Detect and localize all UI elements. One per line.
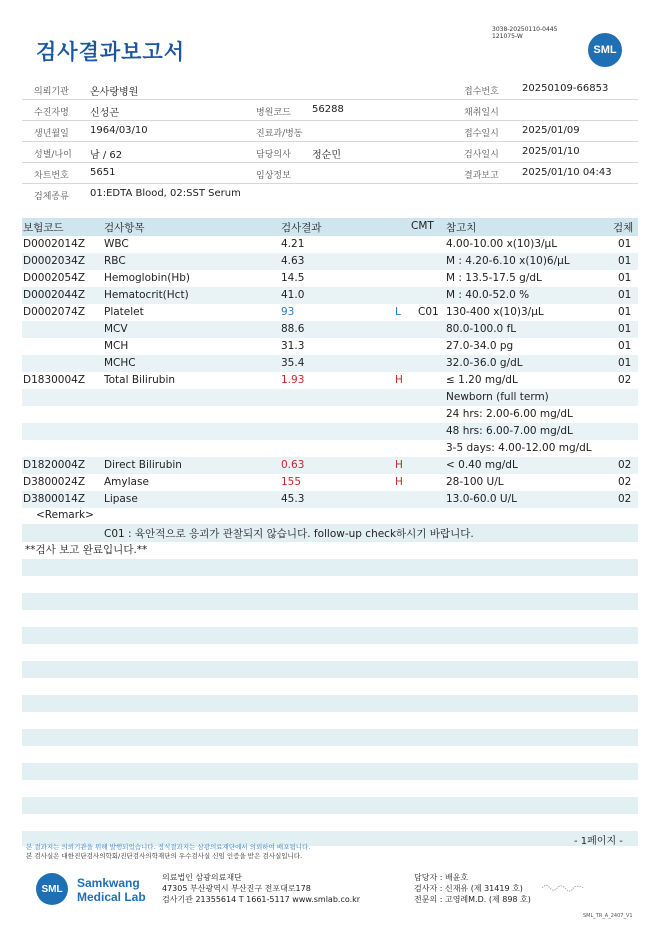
empty-row-band xyxy=(22,763,638,780)
table-row xyxy=(22,338,638,355)
results-table xyxy=(22,218,638,508)
result-specimen: 02 xyxy=(618,459,632,471)
info-label: 담당의사 xyxy=(256,150,291,160)
empty-row-band xyxy=(22,729,638,746)
info-value: 온사랑병원 xyxy=(90,87,139,98)
table-row xyxy=(22,406,638,423)
result-reference: 3-5 days: 4.00-12.00 mg/dL xyxy=(446,442,592,454)
result-specimen: 01 xyxy=(618,238,632,250)
empty-row-band xyxy=(22,797,638,814)
result-test-name: Lipase xyxy=(104,493,138,505)
result-reference: M : 13.5-17.5 g/dL xyxy=(446,272,542,284)
sml-logo: SML xyxy=(588,33,622,67)
table-row xyxy=(22,355,638,372)
result-reference: 13.0-60.0 U/L xyxy=(446,493,517,505)
report-reference-number: 3038-20250110-0445 xyxy=(492,26,558,33)
result-specimen: 01 xyxy=(618,306,632,318)
result-flag: H xyxy=(395,374,403,386)
notice-line: 본 결과지는 의뢰기관을 위해 발행되었습니다. 정식결과지는 삼광의료재단에서 의뢰하여 배포됩니다. xyxy=(26,843,311,851)
form-code: SML_TR_A_2407_V1 xyxy=(583,913,633,919)
result-value: 155 xyxy=(281,476,302,488)
result-value: 41.0 xyxy=(281,289,305,301)
staff-line: 담당자 : 배윤호 xyxy=(414,873,469,882)
result-reference: 48 hrs: 6.00-7.00 mg/dL xyxy=(446,425,573,437)
info-row xyxy=(22,163,638,184)
info-value: 2025/01/10 04:43 xyxy=(522,167,612,178)
staff-line: 전문의 : 고영례M.D. (제 898 호) xyxy=(414,895,531,904)
result-value: 45.3 xyxy=(281,493,305,505)
result-code: D0002074Z xyxy=(23,306,86,318)
result-code: D3800014Z xyxy=(23,493,86,505)
table-row xyxy=(22,474,638,491)
table-row xyxy=(22,253,638,270)
info-value: 1964/03/10 xyxy=(90,125,148,136)
result-specimen: 01 xyxy=(618,272,632,284)
signature-mark xyxy=(540,882,586,892)
info-value: 5651 xyxy=(90,167,116,178)
table-body xyxy=(22,236,638,508)
empty-row-band xyxy=(22,695,638,712)
footer-logo: SML xyxy=(36,873,68,905)
info-label: 검체종류 xyxy=(34,192,69,202)
info-label: 접수번호 xyxy=(464,87,499,97)
result-test-name: MCHC xyxy=(104,357,136,369)
result-test-name: Platelet xyxy=(104,306,144,318)
result-test-name: Hemoglobin(Hb) xyxy=(104,272,191,284)
result-value: 4.63 xyxy=(281,255,305,267)
result-code: D3800024Z xyxy=(23,476,86,488)
info-row xyxy=(22,184,638,205)
result-code: D1820004Z xyxy=(23,459,86,471)
result-value: 4.21 xyxy=(281,238,305,250)
result-specimen: 01 xyxy=(618,255,632,267)
staff-line: 검사자 : 신재유 (제 31419 호) xyxy=(414,884,523,893)
table-row xyxy=(22,321,638,338)
info-value: 2025/01/09 xyxy=(522,125,580,136)
table-row xyxy=(22,491,638,508)
result-specimen: 01 xyxy=(618,289,632,301)
result-reference: 80.0-100.0 fL xyxy=(446,323,517,335)
remark-heading: <Remark> xyxy=(36,509,94,521)
table-row xyxy=(22,389,638,406)
result-reference: 28-100 U/L xyxy=(446,476,504,488)
result-flag: H xyxy=(395,476,403,488)
empty-row-band xyxy=(22,661,638,678)
info-label: 검사일시 xyxy=(464,150,499,160)
result-reference: M : 40.0-52.0 % xyxy=(446,289,530,301)
patient-info-grid xyxy=(22,79,638,205)
result-specimen: 01 xyxy=(618,357,632,369)
header-reference: 참고치 xyxy=(446,222,477,234)
result-value: 31.3 xyxy=(281,340,305,352)
header-specimen: 검체 xyxy=(613,222,634,234)
info-label: 접수일시 xyxy=(464,129,499,139)
result-reference: 4.00-10.00 x(10)3/μL xyxy=(446,238,558,250)
info-label: 진료과/병동 xyxy=(256,129,303,139)
header-cmt: CMT xyxy=(411,220,434,232)
info-row xyxy=(22,100,638,121)
info-value: 남 / 62 xyxy=(90,150,123,161)
info-value: 56288 xyxy=(312,104,344,115)
result-test-name: Hematocrit(Hct) xyxy=(104,289,189,301)
info-row xyxy=(22,79,638,100)
table-row xyxy=(22,440,638,457)
address-line: 검사기관 21355614 T 1661-5117 www.smlab.co.kr xyxy=(162,895,361,904)
result-specimen: 02 xyxy=(618,476,632,488)
header-code: 보험코드 xyxy=(23,222,64,234)
result-code: D0002054Z xyxy=(23,272,86,284)
info-label: 수진자명 xyxy=(34,108,69,118)
result-test-name: Direct Bilirubin xyxy=(104,459,182,471)
table-row xyxy=(22,304,638,321)
result-test-name: WBC xyxy=(104,238,129,250)
result-value: 14.5 xyxy=(281,272,305,284)
result-reference: ≤ 1.20 mg/dL xyxy=(446,374,518,386)
table-row xyxy=(22,457,638,474)
empty-row-band xyxy=(22,593,638,610)
result-value: 1.93 xyxy=(281,374,305,386)
empty-row-band xyxy=(22,559,638,576)
info-label: 결과보고 xyxy=(464,171,499,181)
table-header xyxy=(22,218,638,236)
info-row xyxy=(22,121,638,142)
info-value: 20250109-66853 xyxy=(522,83,609,94)
result-value: 93 xyxy=(281,306,295,318)
table-row xyxy=(22,423,638,440)
result-value: 88.6 xyxy=(281,323,305,335)
notice-line: 본 검사실은 대한진단검사의학회/진단검사의학재단의 우수검사실 신임 인증을 받은 검사실입니다. xyxy=(26,852,303,860)
company-name xyxy=(77,876,146,904)
result-specimen: 02 xyxy=(618,374,632,386)
company-name-line: Samkwang xyxy=(77,876,140,890)
result-reference: < 0.40 mg/dL xyxy=(446,459,518,471)
info-value: 신성곤 xyxy=(90,108,119,119)
info-label: 병원코드 xyxy=(256,108,291,118)
result-reference: M : 4.20-6.10 x(10)6/μL xyxy=(446,255,570,267)
info-label: 임상정보 xyxy=(256,171,291,181)
address-line: 47305 부산광역시 부산진구 전포대로178 xyxy=(162,884,311,893)
result-test-name: Total Bilirubin xyxy=(104,374,176,386)
result-code: D0002014Z xyxy=(23,238,86,250)
result-value: 0.63 xyxy=(281,459,305,471)
result-test-name: RBC xyxy=(104,255,126,267)
result-specimen: 02 xyxy=(618,493,632,505)
info-label: 의뢰기관 xyxy=(34,87,69,97)
specimen-types: 01:EDTA Blood, 02:SST Serum xyxy=(90,188,241,199)
table-row xyxy=(22,287,638,304)
result-specimen: 01 xyxy=(618,323,632,335)
result-code: D0002034Z xyxy=(23,255,86,267)
info-value: 정순민 xyxy=(312,150,341,161)
header-result: 검사결과 xyxy=(281,222,322,234)
result-code: D1830004Z xyxy=(23,374,86,386)
result-reference: Newborn (full term) xyxy=(446,391,549,403)
result-test-name: MCH xyxy=(104,340,129,352)
result-reference: 24 hrs: 2.00-6.00 mg/dL xyxy=(446,408,573,420)
report-reference-code: 121075-W xyxy=(492,33,523,40)
info-label: 성별/나이 xyxy=(34,150,72,160)
table-row xyxy=(22,236,638,253)
result-flag: L xyxy=(395,306,401,318)
info-label: 채취일시 xyxy=(464,108,499,118)
page-number: - 1페이지 - xyxy=(574,836,623,847)
result-reference: 130-400 x(10)3/μL xyxy=(446,306,544,318)
result-specimen: 01 xyxy=(618,340,632,352)
result-comment-code: C01 xyxy=(418,306,439,318)
info-label: 생년월일 xyxy=(34,129,69,139)
result-reference: 32.0-36.0 g/dL xyxy=(446,357,523,369)
header-name: 검사항목 xyxy=(104,222,145,234)
company-name-line: Medical Lab xyxy=(77,890,146,904)
address-line: 의료법인 삼광의료재단 xyxy=(162,873,242,882)
result-test-name: Amylase xyxy=(104,476,149,488)
result-code: D0002044Z xyxy=(23,289,86,301)
info-value: 2025/01/10 xyxy=(522,146,580,157)
info-row xyxy=(22,142,638,163)
result-flag: H xyxy=(395,459,403,471)
result-value: 35.4 xyxy=(281,357,305,369)
page-title: 검사결과보고서 xyxy=(36,40,186,64)
result-test-name: MCV xyxy=(104,323,128,335)
info-label: 차트번호 xyxy=(34,171,69,181)
result-reference: 27.0-34.0 pg xyxy=(446,340,514,352)
remark-text: C01 : 육안적으로 응괴가 관찰되지 않습니다. follow-up check하시기 바랍니다. xyxy=(104,528,474,540)
empty-row-band xyxy=(22,627,638,644)
table-row xyxy=(22,372,638,389)
table-row xyxy=(22,270,638,287)
report-complete-note: **검사 보고 완료입니다.** xyxy=(25,544,148,556)
